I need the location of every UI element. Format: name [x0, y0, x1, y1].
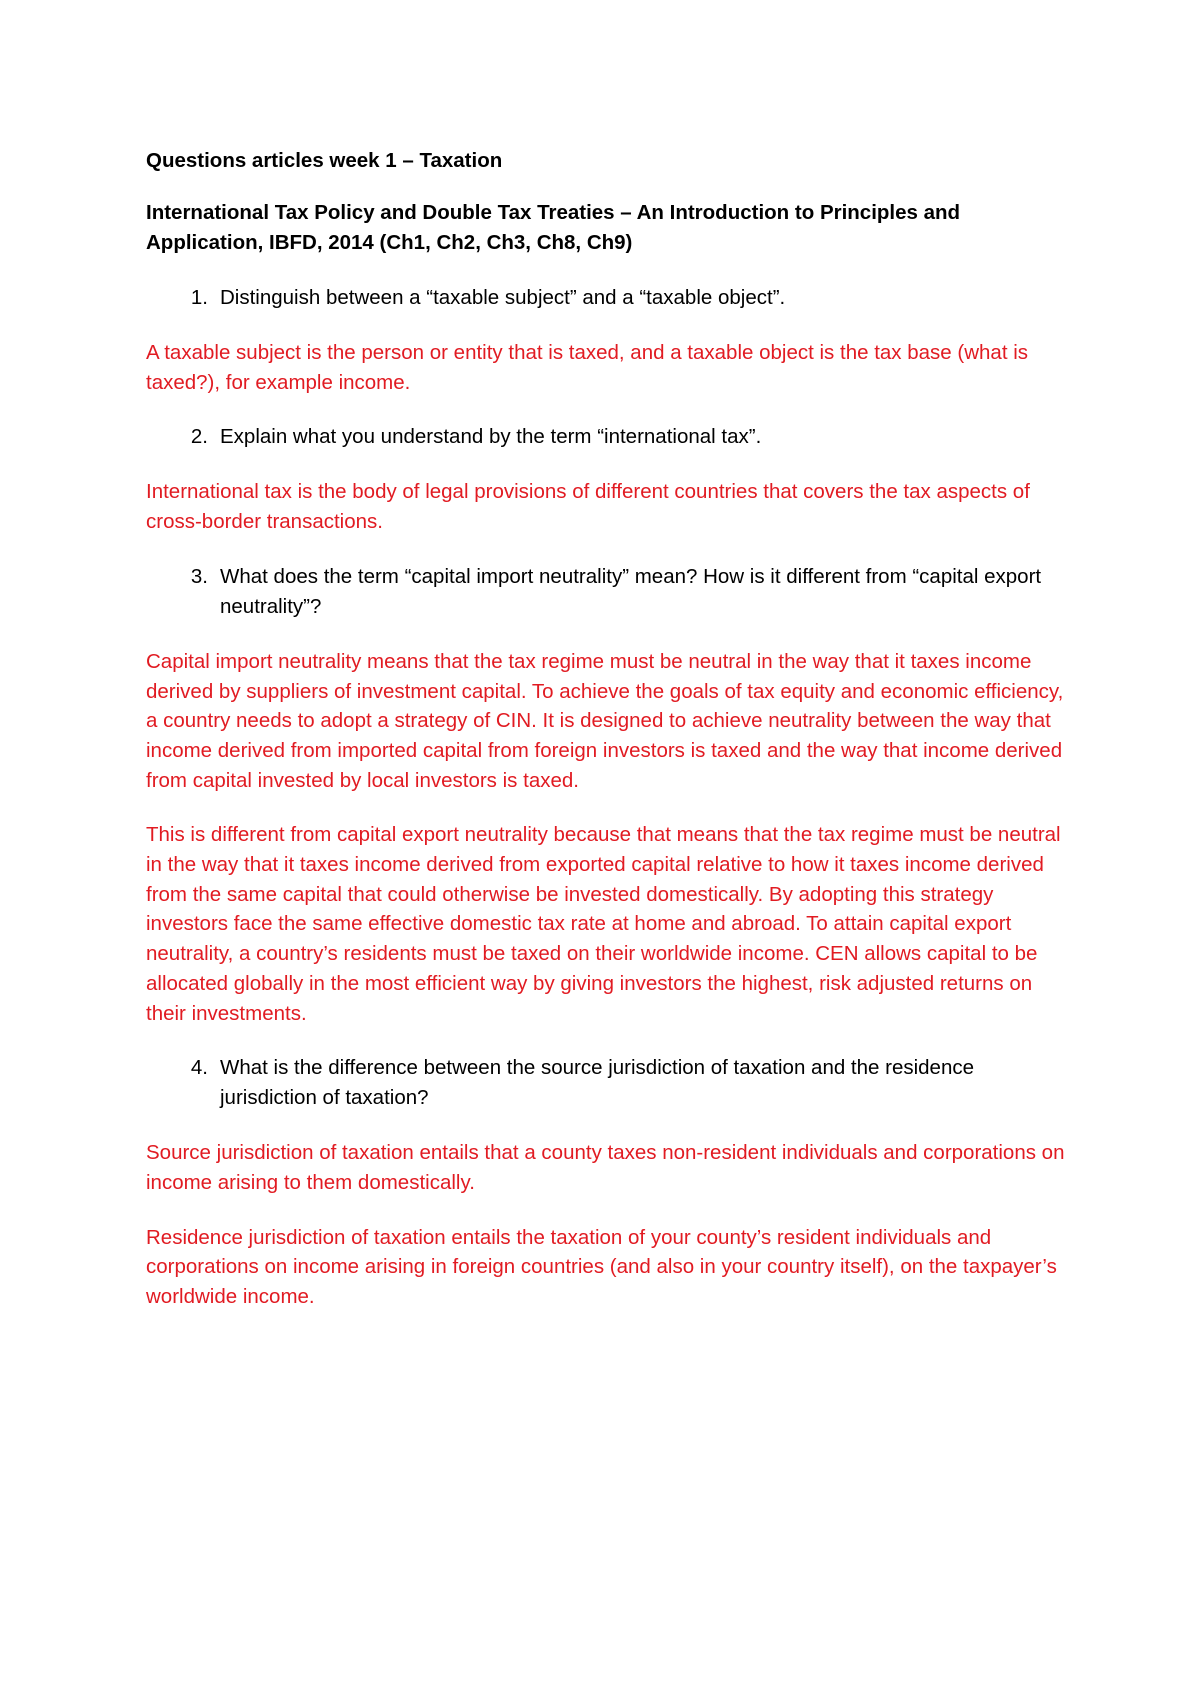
question-text: Distinguish between a “taxable subject” and a “taxable object”. [220, 286, 786, 309]
question-text: Explain what you understand by the term “international tax”. [220, 425, 762, 449]
question-number: 1. [190, 286, 208, 309]
question-text: What is the difference between the source jurisdiction of taxation and the residence jurisdiction of taxation? [220, 1056, 975, 1110]
question-number: 2. [190, 425, 208, 449]
answer-2-paragraph-1: International tax is the body of legal provisions of different countries that covers the tax aspects of cross-border transactions. [146, 480, 1030, 534]
document-subtitle: International Tax Policy and Double Tax Treaties – An Introduction to Principles and Application, IBFD, 2014 (Ch1, Ch2, Ch3, Ch8, Ch9) [146, 201, 961, 254]
answer-3-paragraph-1: Capital import neutrality means that the tax regime must be neutral in the way that it taxes income derived by suppliers of investment capital. To achieve the goals of tax equity and economic efficiency, a country needs to adopt a strategy of CIN. It is designed to achieve neutrality between the way that income derived from imported capital from foreign investors is taxed and the way that income derived from capital invested by local investors is taxed. [146, 649, 1064, 792]
question-1 [146, 283, 1076, 313]
question-2 [146, 422, 1076, 452]
answer-4-paragraph-2: Residence jurisdiction of taxation entails the taxation of your county’s resident individuals and corporations on income arising in foreign countries (and also in your country itself), on the taxpayer’s worldwide income. [146, 1225, 1057, 1309]
answer-4-paragraph-1: Source jurisdiction of taxation entails that a county taxes non-resident individuals and corporations on income arising to them domestically. [146, 1141, 1065, 1194]
document-content [146, 146, 1076, 1337]
question-number: 3. [190, 564, 208, 588]
answer-3-paragraph-2: This is different from capital export neutrality because that means that the tax regime must be neutral in the way that it taxes income derived from exported capital relative to how it taxes income derived from the same capital that could otherwise be invested domestically. By adopting this strategy investors face the same effective domestic tax rate at home and abroad. To attain capital export neutrality, a country’s residents must be taxed on their worldwide income. CEN allows capital to be allocated globally in the most efficient way by giving investors the highest, risk adjusted returns on their investments. [146, 823, 1061, 1025]
question-number: 4. [190, 1056, 208, 1080]
answer-1-paragraph-1: A taxable subject is the person or entity that is taxed, and a taxable object is the tax base (what is taxed?), for example income. [146, 341, 1029, 394]
question-3 [146, 562, 1076, 622]
question-text: What does the term “capital import neutrality” mean? How is it different from “capital export neutrality”? [220, 564, 1042, 618]
question-4 [146, 1053, 1076, 1113]
document-title: Questions articles week 1 – Taxation [146, 149, 503, 172]
